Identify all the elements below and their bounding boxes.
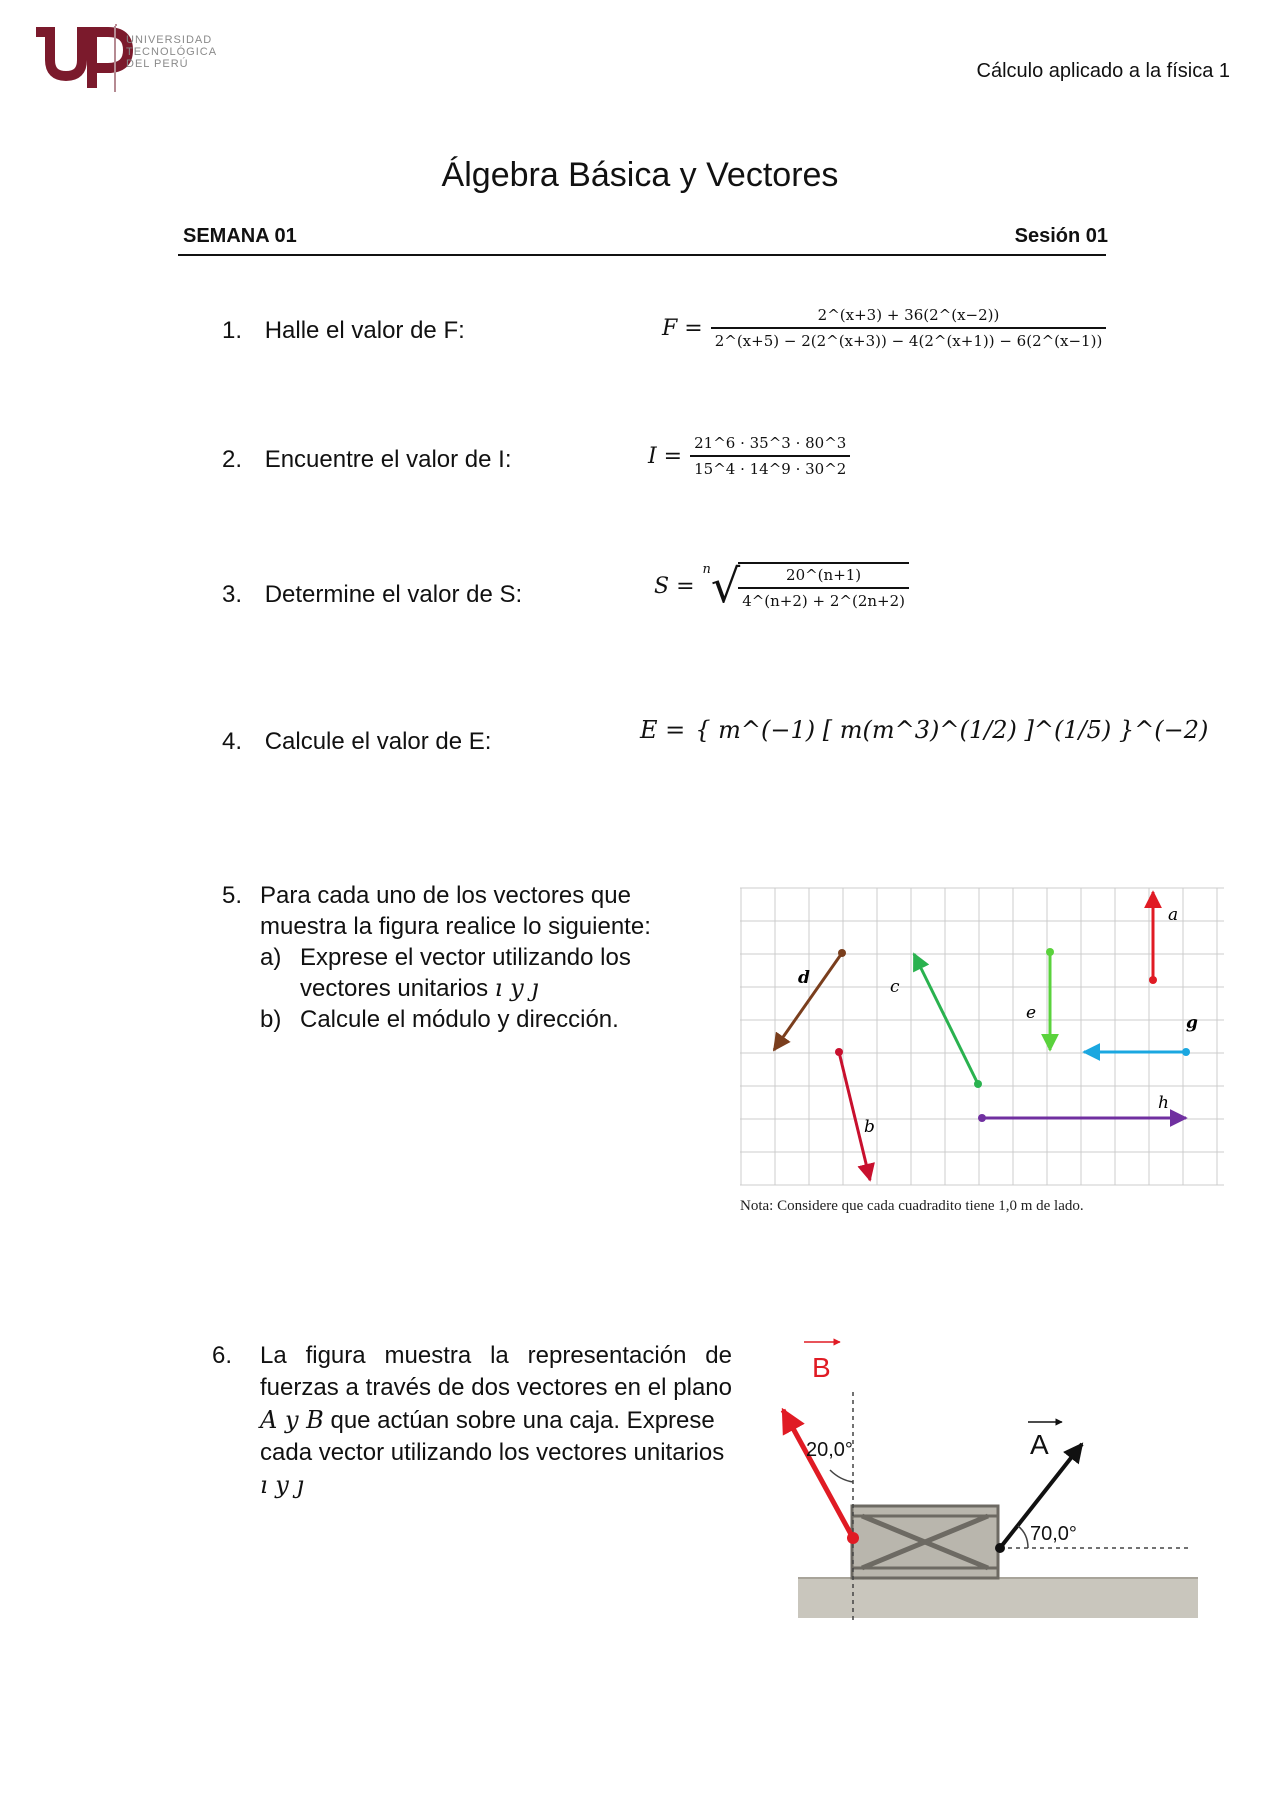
page-title: Álgebra Básica y Vectores (441, 156, 839, 194)
force-vector-A (995, 1422, 1082, 1553)
force-vector-B (783, 1342, 859, 1544)
problem-5-item-b-line1: Calcule el módulo y dirección. (300, 1006, 619, 1033)
problem-5-line2: muestra la figura realice lo siguiente: (260, 913, 651, 940)
label-b: b (864, 1117, 875, 1137)
problem-2-number: 2. (222, 446, 243, 473)
problem-3-text: Determine el valor de S: (264, 581, 523, 608)
formula-E-expression: { m^(−1) [ m(m^3)^(1/2) ]^(1/5) }^(−2) (695, 716, 1209, 744)
formula-E (640, 716, 1208, 744)
vector-e (1026, 948, 1054, 1050)
problem-6-unit-vectors: ı y ȷ (260, 1471, 304, 1499)
problem-4-text: Calcule el valor de E: (264, 728, 492, 755)
label-c: c (890, 977, 900, 997)
formula-I-numerator: 21^6 · 35^3 · 80^3 (694, 434, 847, 452)
label-A: A (1030, 1429, 1049, 1460)
formula-S-numerator: 20^(n+1) (786, 566, 862, 584)
problem-1 (222, 317, 465, 345)
problem-2 (222, 446, 512, 474)
vector-b (835, 1048, 875, 1180)
label-d: d (798, 968, 810, 988)
logo-text-line2: TECNOLÓGICA (126, 46, 218, 58)
logo-text-line1: UNIVERSIDAD (126, 34, 213, 46)
problem-6-line1: La figura muestra la representación de (260, 1342, 732, 1369)
vector-d (774, 949, 846, 1050)
problem-5-item-a-label: a) (260, 944, 282, 971)
label-h: h (1158, 1093, 1169, 1113)
problem-1-number: 1. (222, 317, 243, 344)
problem-5 (222, 880, 662, 1035)
problem-3-number: 3. (222, 581, 243, 608)
university-logo (30, 24, 240, 94)
grid-lines (740, 888, 1224, 1185)
label-g: g (1186, 1013, 1198, 1033)
figure5-note: Nota: Considere que cada cuadradito tiene 1,0 m de lado. (740, 1198, 1084, 1214)
problem-6-vectors: A y B (260, 1406, 324, 1434)
problem-6-line4: cada vector utilizando los vectores unitarios (260, 1439, 725, 1466)
vector-g (1084, 1013, 1198, 1056)
problem-5-number: 5. (222, 882, 243, 909)
header-rule (178, 254, 1106, 256)
problem-5-item-a-line2: vectores unitarios (300, 975, 489, 1002)
utp-logo-mark (30, 24, 140, 94)
formula-I (648, 434, 850, 478)
session-label: Sesión 01 (1014, 225, 1108, 247)
vector-h (978, 1093, 1186, 1122)
radical-sign: √ (710, 559, 741, 613)
formula-S (654, 559, 909, 613)
wooden-box (852, 1506, 998, 1578)
force-box-figure (748, 1330, 1208, 1630)
logo-divider (114, 26, 116, 92)
problem-6 (212, 1340, 732, 1501)
problem-5-item-b-label: b) (260, 1006, 282, 1033)
formula-S-denominator: 4^(n+2) + 2^(2n+2) (738, 587, 909, 610)
label-e: e (1026, 1003, 1037, 1023)
vector-grid-figure (740, 880, 1230, 1220)
formula-F (662, 306, 1106, 350)
angle-A: 70,0° (1030, 1523, 1077, 1545)
logo-text-line3: DEL PERÚ (126, 58, 189, 70)
formula-F-lhs: F = (662, 315, 703, 341)
problem-6-line3: que actúan sobre una caja. Exprese (323, 1407, 715, 1434)
week-label: SEMANA 01 (183, 225, 297, 247)
problem-5-line1: Para cada uno de los vectores que (260, 882, 631, 909)
formula-F-denominator: 2^(x+5) − 2(2^(x+3)) − 4(2^(x+1)) − 6(2^(x−1)) (711, 327, 1107, 350)
formula-E-lhs: E = (640, 716, 686, 744)
problem-4 (222, 728, 491, 756)
problem-1-text: Halle el valor de F: (264, 317, 465, 344)
label-a: a (1168, 905, 1179, 925)
label-B: B (812, 1352, 831, 1383)
problem-2-text: Encuentre el valor de I: (264, 446, 512, 473)
vector-c (890, 954, 982, 1088)
problem-4-number: 4. (222, 728, 243, 755)
formula-I-denominator: 15^4 · 14^9 · 30^2 (690, 455, 850, 478)
problem-6-line2: fuerzas a través de dos vectores en el plano (260, 1374, 732, 1401)
problem-5-item-a-line1: Exprese el vector utilizando los (300, 944, 631, 971)
problem-6-number: 6. (212, 1342, 233, 1369)
angle-B: 20,0° (806, 1439, 853, 1461)
formula-S-root-index: n (702, 562, 711, 577)
problem-3 (222, 581, 522, 609)
formula-F-numerator: 2^(x+3) + 36(2^(x−2)) (817, 306, 1000, 324)
formula-S-lhs: S = (654, 573, 695, 599)
problem-5-unit-vectors: ı y ȷ (494, 974, 539, 1002)
formula-I-lhs: I = (648, 443, 683, 469)
course-name: Cálculo aplicado a la física 1 (976, 60, 1230, 82)
vector-a (1149, 892, 1178, 984)
ground (798, 1578, 1198, 1618)
